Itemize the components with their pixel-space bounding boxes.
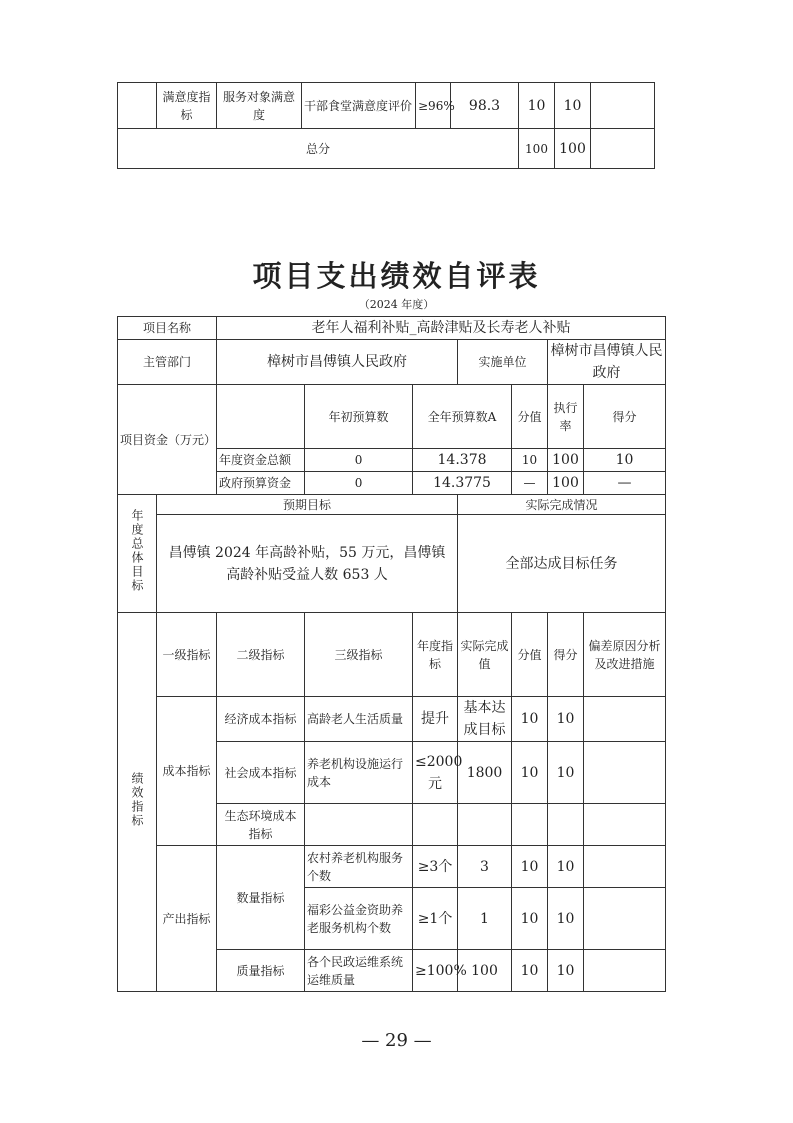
cost-got: 10	[548, 697, 584, 742]
total-got: 100	[555, 129, 591, 169]
output-score: 10	[512, 950, 548, 992]
impl-label: 实施单位	[458, 340, 548, 385]
funds-header-budget: 全年预算数A	[413, 385, 512, 449]
prev-level1: 满意度指标	[157, 83, 217, 129]
actual-goal: 全部达成目标任务	[458, 515, 666, 613]
funds-got: —	[584, 472, 666, 495]
funds-score: 10	[512, 449, 548, 472]
actual-label: 实际完成情况	[458, 495, 666, 515]
page-title: 项目支出绩效自评表	[252, 259, 541, 293]
table-row	[118, 697, 666, 742]
cost-score: 10	[512, 697, 548, 742]
funds-initial: 0	[305, 472, 413, 495]
cost-actual: 基本达成目标	[458, 697, 512, 742]
cost-l3	[305, 804, 413, 846]
funds-header-rate: 执行率	[548, 385, 584, 449]
output-l3: 各个民政运维系统运维质量	[305, 950, 413, 992]
output-got: 10	[548, 846, 584, 888]
quantity-label: 数量指标	[217, 846, 305, 950]
funds-initial: 0	[305, 449, 413, 472]
prev-target: ≥96%	[416, 83, 451, 129]
cost-label: 成本指标	[157, 697, 217, 846]
quality-label: 质量指标	[217, 950, 305, 992]
output-l3: 农村养老机构服务个数	[305, 846, 413, 888]
output-score: 10	[512, 888, 548, 950]
dept-label: 主管部门	[118, 340, 217, 385]
prev-actual: 98.3	[451, 83, 519, 129]
self-evaluation-table	[117, 316, 666, 992]
cost-score: 10	[512, 742, 548, 804]
total-score: 100	[519, 129, 555, 169]
project-label: 项目名称	[118, 317, 217, 340]
cost-actual	[458, 804, 512, 846]
dept-value: 樟树市昌傅镇人民政府	[217, 340, 458, 385]
output-score: 10	[512, 846, 548, 888]
table-row	[118, 129, 655, 169]
project-name-row	[118, 317, 666, 340]
table-row	[118, 83, 655, 129]
header-got: 得分	[548, 613, 584, 697]
impl-value: 樟树市昌傅镇人民政府	[548, 340, 666, 385]
previous-table-fragment	[117, 82, 655, 169]
output-actual: 1	[458, 888, 512, 950]
table-row	[118, 846, 666, 888]
funds-got: 10	[584, 449, 666, 472]
expected-label: 预期目标	[157, 495, 458, 515]
output-target: ≥3个	[413, 846, 458, 888]
cost-target: ≤2000元	[413, 742, 458, 804]
cost-target	[413, 804, 458, 846]
prev-score: 10	[519, 83, 555, 129]
output-l3: 福彩公益金资助养老服务机构个数	[305, 888, 413, 950]
funds-rate: 100	[548, 449, 584, 472]
header-level3: 三级指标	[305, 613, 413, 697]
cost-score	[512, 804, 548, 846]
output-label: 产出指标	[157, 846, 217, 992]
funds-header-got: 得分	[584, 385, 666, 449]
prev-level2: 服务对象满意度	[217, 83, 302, 129]
cost-l3: 高龄老人生活质量	[305, 697, 413, 742]
total-label: 总分	[118, 129, 519, 169]
funds-label: 项目资金（万元）	[118, 385, 217, 495]
expected-goal: 昌傅镇 2024 年高龄补贴，55 万元，昌傅镇高龄补贴受益人数 653 人	[157, 515, 458, 613]
output-target: ≥100%	[413, 950, 458, 992]
funds-header-score: 分值	[512, 385, 548, 449]
header-level1: 一级指标	[157, 613, 217, 697]
cost-target: 提升	[413, 697, 458, 742]
funds-header-initial: 年初预算数	[305, 385, 413, 449]
funds-budget: 14.3775	[413, 472, 512, 495]
prev-level3: 干部食堂满意度评价	[302, 83, 416, 129]
funds-row-name: 年度资金总额	[217, 449, 305, 472]
cost-l2: 生态环境成本指标	[217, 804, 305, 846]
output-got: 10	[548, 950, 584, 992]
output-target: ≥1个	[413, 888, 458, 950]
page-number: — 29 —	[361, 1030, 432, 1051]
cost-l2: 社会成本指标	[217, 742, 305, 804]
goal-content-row	[118, 515, 666, 613]
header-deviation: 偏差原因分析及改进措施	[584, 613, 666, 697]
cost-got: 10	[548, 742, 584, 804]
cost-actual: 1800	[458, 742, 512, 804]
cost-got	[548, 804, 584, 846]
output-actual: 100	[458, 950, 512, 992]
header-score: 分值	[512, 613, 548, 697]
header-level2: 二级指标	[217, 613, 305, 697]
funds-budget: 14.378	[413, 449, 512, 472]
department-row	[118, 340, 666, 385]
project-value: 老年人福利补贴_高龄津贴及长寿老人补贴	[217, 317, 666, 340]
prev-got: 10	[555, 83, 591, 129]
funds-score: —	[512, 472, 548, 495]
indicator-header-row	[118, 613, 666, 697]
goal-header-row	[118, 495, 666, 515]
cost-l2: 经济成本指标	[217, 697, 305, 742]
funds-rate: 100	[548, 472, 584, 495]
year-subtitle: （2024 年度）	[358, 298, 435, 311]
output-actual: 3	[458, 846, 512, 888]
funds-row-name: 政府预算资金	[217, 472, 305, 495]
goal-label: 年度总体目标	[118, 495, 157, 613]
indicators-label: 绩效指标	[118, 613, 157, 992]
header-target: 年度指标	[413, 613, 458, 697]
output-got: 10	[548, 888, 584, 950]
cost-l3: 养老机构设施运行成本	[305, 742, 413, 804]
funds-header-row	[118, 385, 666, 449]
header-actual: 实际完成值	[458, 613, 512, 697]
